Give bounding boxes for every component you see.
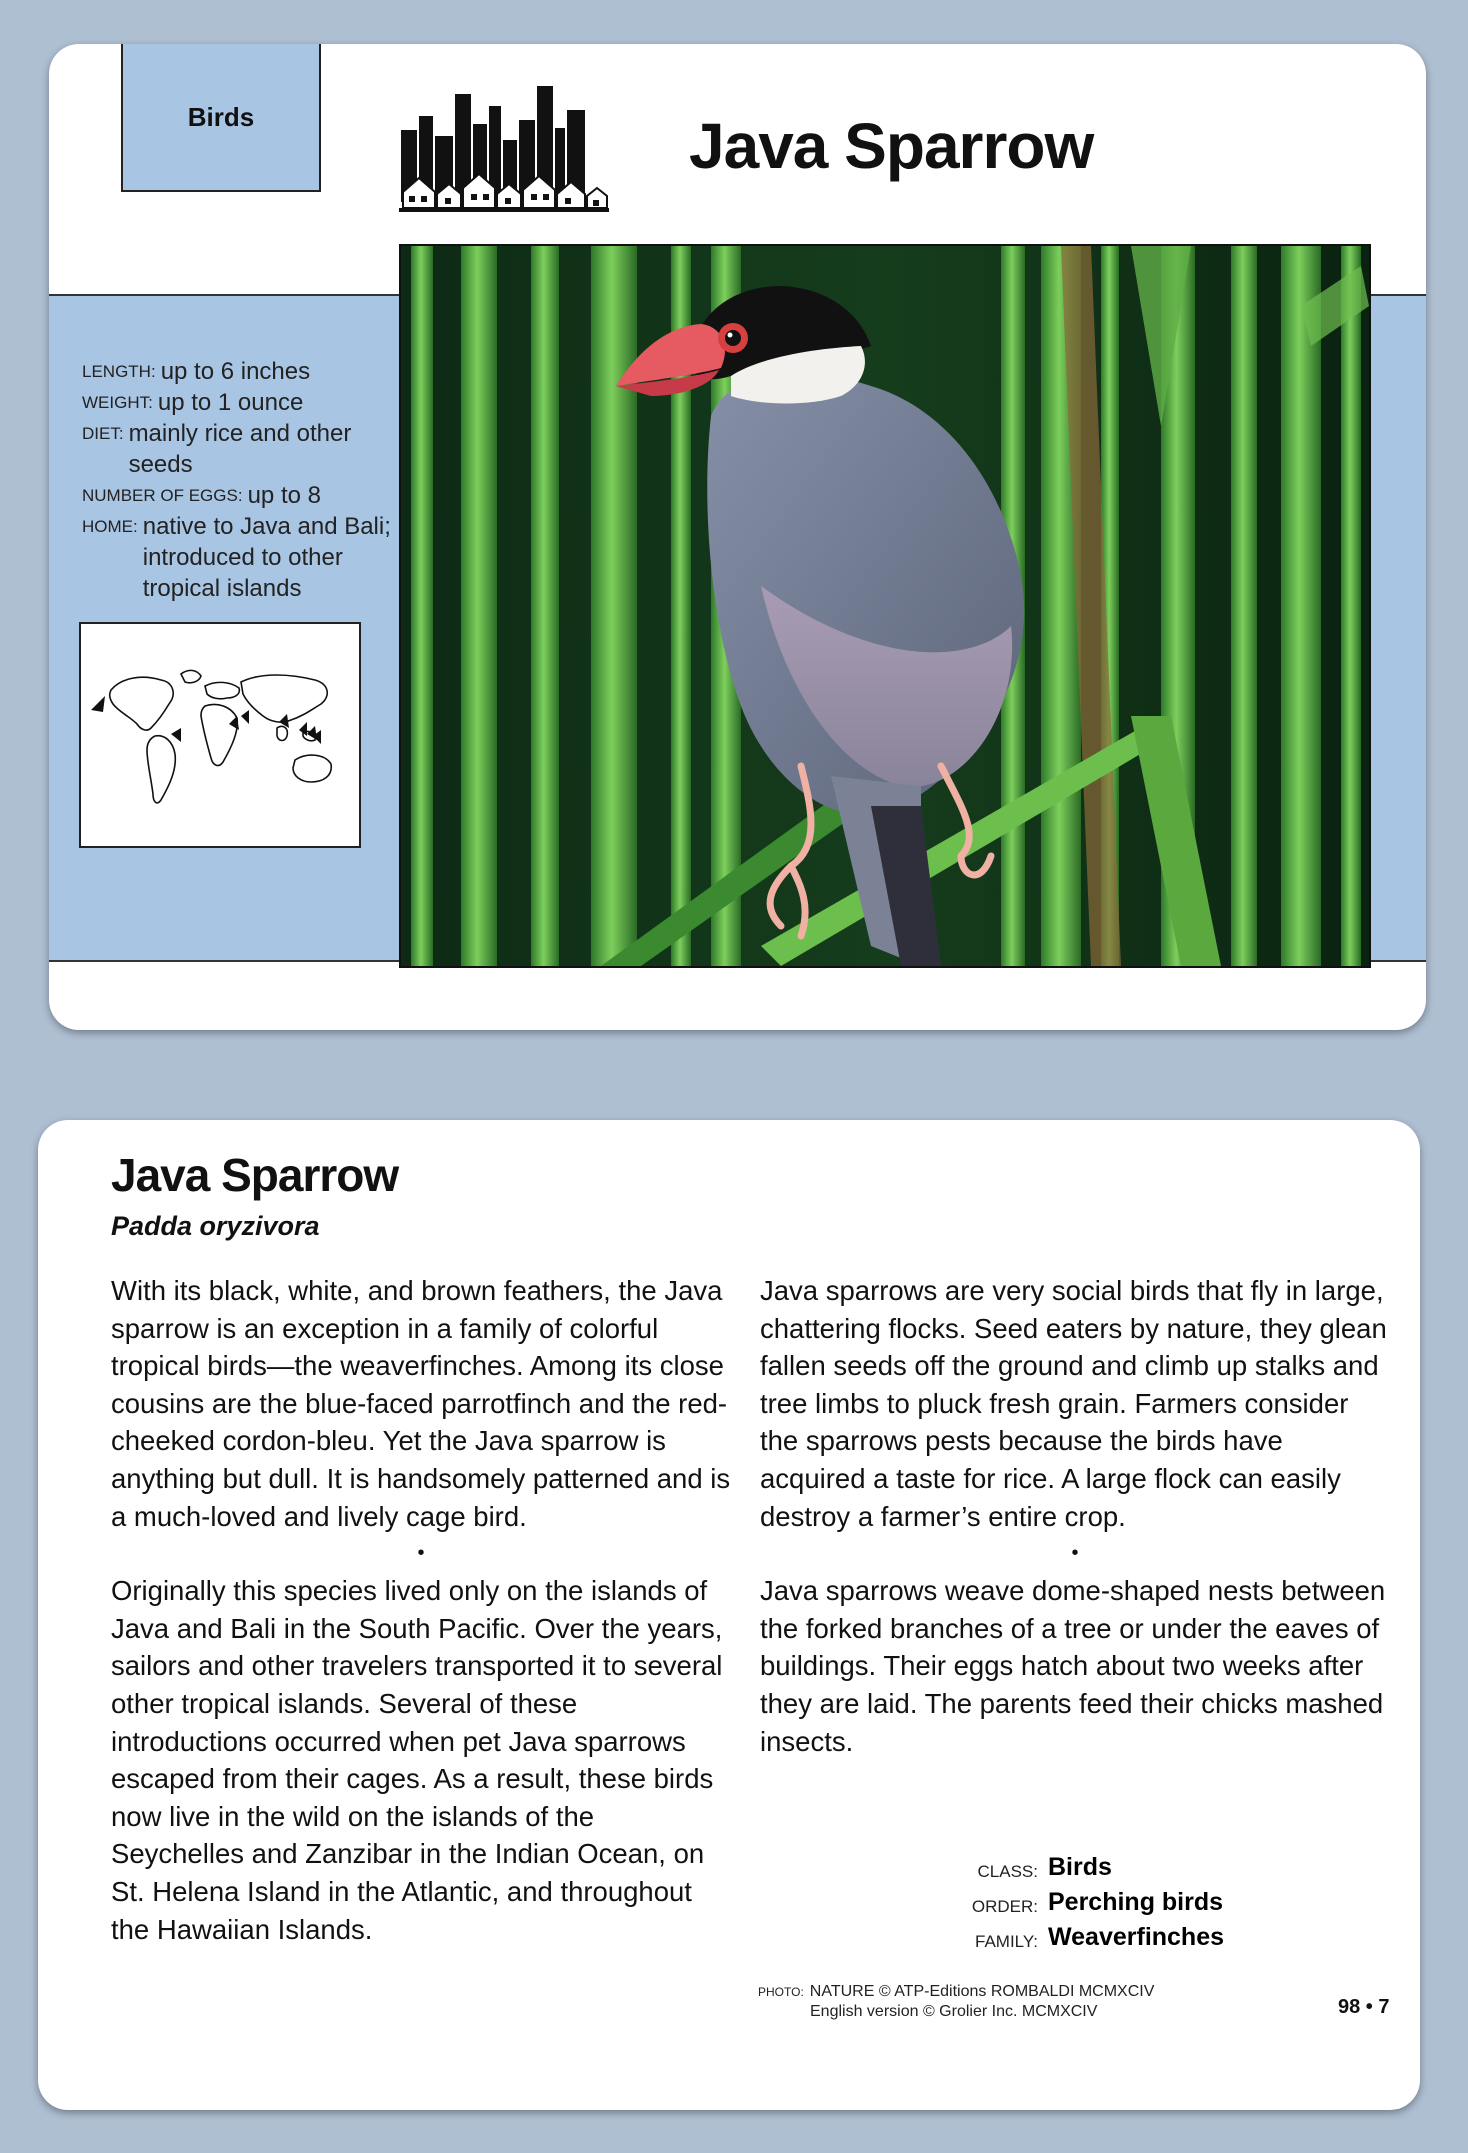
stat-label: DIET:	[82, 424, 124, 443]
taxonomy-label: FAMILY:	[975, 1932, 1038, 1951]
stats-panel	[82, 356, 412, 604]
stat-weight	[82, 387, 412, 418]
credit-line-1	[758, 1982, 1154, 2002]
stat-value: up to 1 ounce	[157, 389, 304, 416]
range-map	[79, 622, 361, 848]
stat-length	[82, 356, 412, 387]
city-skyline-icon	[399, 80, 609, 222]
java-sparrow-illustration	[401, 246, 1369, 966]
scientific-name: Padda oryzivora	[111, 1211, 320, 1241]
stat-value: mainly rice and other seeds	[128, 420, 352, 478]
stat-value: up to 6 inches	[160, 358, 311, 385]
taxonomy-label: CLASS:	[977, 1862, 1038, 1881]
taxonomy-class	[958, 1852, 1224, 1887]
credit-text: NATURE © ATP-Editions ROMBALDI MCMXCIV	[809, 1983, 1155, 2000]
world-map-icon	[81, 624, 359, 846]
taxonomy-family	[958, 1922, 1224, 1957]
credit-line-2: English version © Grolier Inc. MCMXCIV	[810, 2003, 1098, 2020]
back-title: Java Sparrow	[111, 1149, 399, 1201]
front-title: Java Sparrow	[689, 110, 1094, 182]
photo-label: PHOTO:	[758, 1985, 804, 1999]
paragraph: Java sparrows are very social birds that fly in large, chattering flocks. Seed eaters by nature, they glean fallen seeds off the ground and climb up stalks and tree limbs to pluck fresh grain. Farmers consider the sparrows pests because the birds have acquired a taste for rice. A large flock can easily destroy a farmer’s entire crop.	[760, 1275, 1387, 1532]
stat-diet	[82, 418, 412, 480]
photo-credits	[758, 1982, 1154, 2022]
taxonomy-label: ORDER:	[971, 1897, 1038, 1916]
stat-value: up to 8	[247, 482, 321, 509]
paragraph: With its black, white, and brown feathers, the Java sparrow is an exception in a family of colorful tropical birds—the weaverfinches. Among its close cousins are the blue-faced parrotfinch and the red-cheeked cordon-bleu. Yet the Java sparrow is anything but dull. It is handsomely patterned and is a much-loved and lively cage bird.	[111, 1275, 731, 1532]
text-column-left	[111, 1272, 731, 1948]
taxonomy-block	[958, 1852, 1224, 1957]
taxonomy-value: Weaverfinches	[1048, 1923, 1225, 1951]
taxonomy-order	[958, 1887, 1224, 1922]
separator-bullet: •	[417, 1542, 425, 1565]
stat-label: LENGTH:	[82, 362, 156, 381]
stat-value: native to Java and Bali; introduced to other tropical islands	[142, 513, 391, 602]
text-column-right	[760, 1272, 1390, 1760]
separator-bullet: •	[1071, 1542, 1079, 1565]
stat-label: HOME:	[82, 517, 138, 536]
category-tab	[121, 44, 321, 192]
stat-label: WEIGHT:	[82, 393, 153, 412]
stat-label: NUMBER OF EGGS:	[82, 486, 243, 505]
bird-photo	[399, 244, 1371, 968]
taxonomy-value: Perching birds	[1048, 1888, 1224, 1916]
stat-eggs	[82, 480, 412, 511]
paragraph: Originally this species lived only on the islands of Java and Bali in the South Pacific. Over the years, sailors and other travelers transported it to several other tropical islands. Several of these introductions occurred when pet Java sparrows escaped from their cages. As a result, these birds now live in the wild on the islands of the Seychelles and Zanzibar in the Indian Ocean, on St. Helena Island in the Atlantic, and throughout the Hawaiian Islands.	[111, 1575, 723, 1945]
stat-home	[82, 511, 412, 604]
card-back	[38, 1120, 1420, 2110]
category-label: Birds	[187, 101, 255, 132]
taxonomy-value: Birds	[1048, 1853, 1112, 1881]
paragraph: Java sparrows weave dome-shaped nests between the forked branches of a tree or under the eaves of buildings. Their eggs hatch about two weeks after they are laid. The parents feed their chicks mashed insects.	[760, 1575, 1386, 1757]
card-front	[49, 44, 1426, 1030]
card-code: 98 • 7	[1338, 1996, 1390, 2018]
